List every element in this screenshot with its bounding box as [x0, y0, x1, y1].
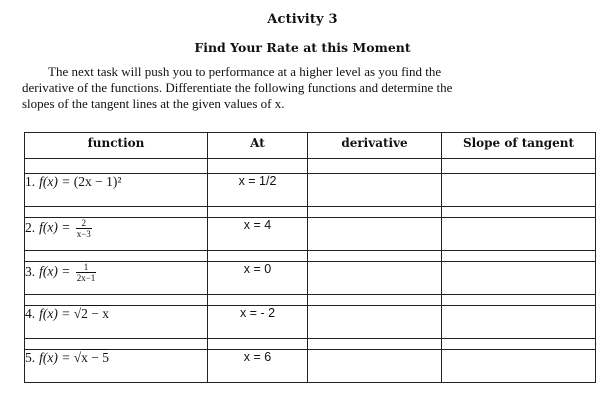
activity-subtitle: Find Your Rate at this Moment	[194, 40, 411, 55]
slope-answer-cell[interactable]	[442, 174, 596, 207]
derivative-answer-cell[interactable]	[308, 262, 442, 295]
table-header-row	[25, 133, 596, 159]
item-number: 2.	[25, 219, 36, 235]
activity-title: Activity 3	[267, 12, 338, 27]
table-row	[25, 174, 596, 207]
table-spacer	[25, 159, 596, 174]
at-cell: x = 0	[208, 262, 308, 295]
function-cell	[25, 174, 208, 207]
table-row	[25, 262, 596, 295]
function-expression: (2x − 1)²	[73, 174, 122, 189]
item-number: 1.	[25, 174, 36, 189]
instructions-line: slopes of the tangent lines at the given values of x.	[22, 96, 285, 111]
derivative-answer-cell[interactable]	[308, 350, 442, 383]
at-cell: x = 6	[208, 350, 308, 383]
header-function: function	[25, 133, 208, 159]
function-cell	[25, 218, 208, 251]
header-derivative: derivative	[308, 133, 442, 159]
fraction	[76, 218, 92, 239]
function-cell	[25, 350, 208, 383]
derivative-answer-cell[interactable]	[308, 174, 442, 207]
table-row	[25, 350, 596, 383]
function-lhs: f(x) =	[39, 350, 74, 365]
fraction-denominator: x−3	[76, 229, 91, 239]
fraction-denominator: 2x−1	[76, 273, 96, 283]
item-number: 5.	[25, 350, 36, 365]
fraction	[76, 262, 97, 283]
slope-answer-cell[interactable]	[442, 306, 596, 339]
slope-answer-cell[interactable]	[442, 350, 596, 383]
item-number: 3.	[25, 263, 36, 279]
root-sign: √	[73, 306, 82, 321]
fraction-numerator: 1	[76, 262, 97, 273]
radicand: x − 5	[81, 350, 110, 365]
at-cell: x = 1/2	[208, 174, 308, 207]
radicand: 2 − x	[81, 306, 110, 321]
function-cell	[25, 262, 208, 295]
slope-answer-cell[interactable]	[442, 218, 596, 251]
at-cell: x = 4	[208, 218, 308, 251]
table-spacer	[25, 295, 596, 306]
function-lhs: f(x) =	[39, 174, 74, 189]
activity-table	[24, 132, 596, 383]
instructions-line: derivative of the functions. Differentiate the following functions and determine the	[22, 80, 453, 95]
table-spacer	[25, 207, 596, 218]
fraction-numerator: 2	[76, 218, 92, 229]
table-row	[25, 306, 596, 339]
at-cell: x = - 2	[208, 306, 308, 339]
table-row	[25, 218, 596, 251]
function-lhs: f(x) =	[39, 263, 74, 279]
function-lhs: f(x) =	[39, 219, 74, 235]
table-spacer	[25, 339, 596, 350]
slope-answer-cell[interactable]	[442, 262, 596, 295]
root-sign: √	[73, 350, 82, 365]
derivative-answer-cell[interactable]	[308, 306, 442, 339]
function-cell	[25, 306, 208, 339]
header-slope-of-tangent: Slope of tangent	[442, 133, 596, 159]
table-spacer	[25, 251, 596, 262]
function-lhs: f(x) =	[39, 306, 74, 321]
instructions-line: The next task will push you to performance at a higher level as you find the	[48, 64, 442, 79]
header-at: At	[208, 133, 308, 159]
item-number: 4.	[25, 306, 36, 321]
instructions-paragraph	[22, 64, 592, 112]
derivative-answer-cell[interactable]	[308, 218, 442, 251]
